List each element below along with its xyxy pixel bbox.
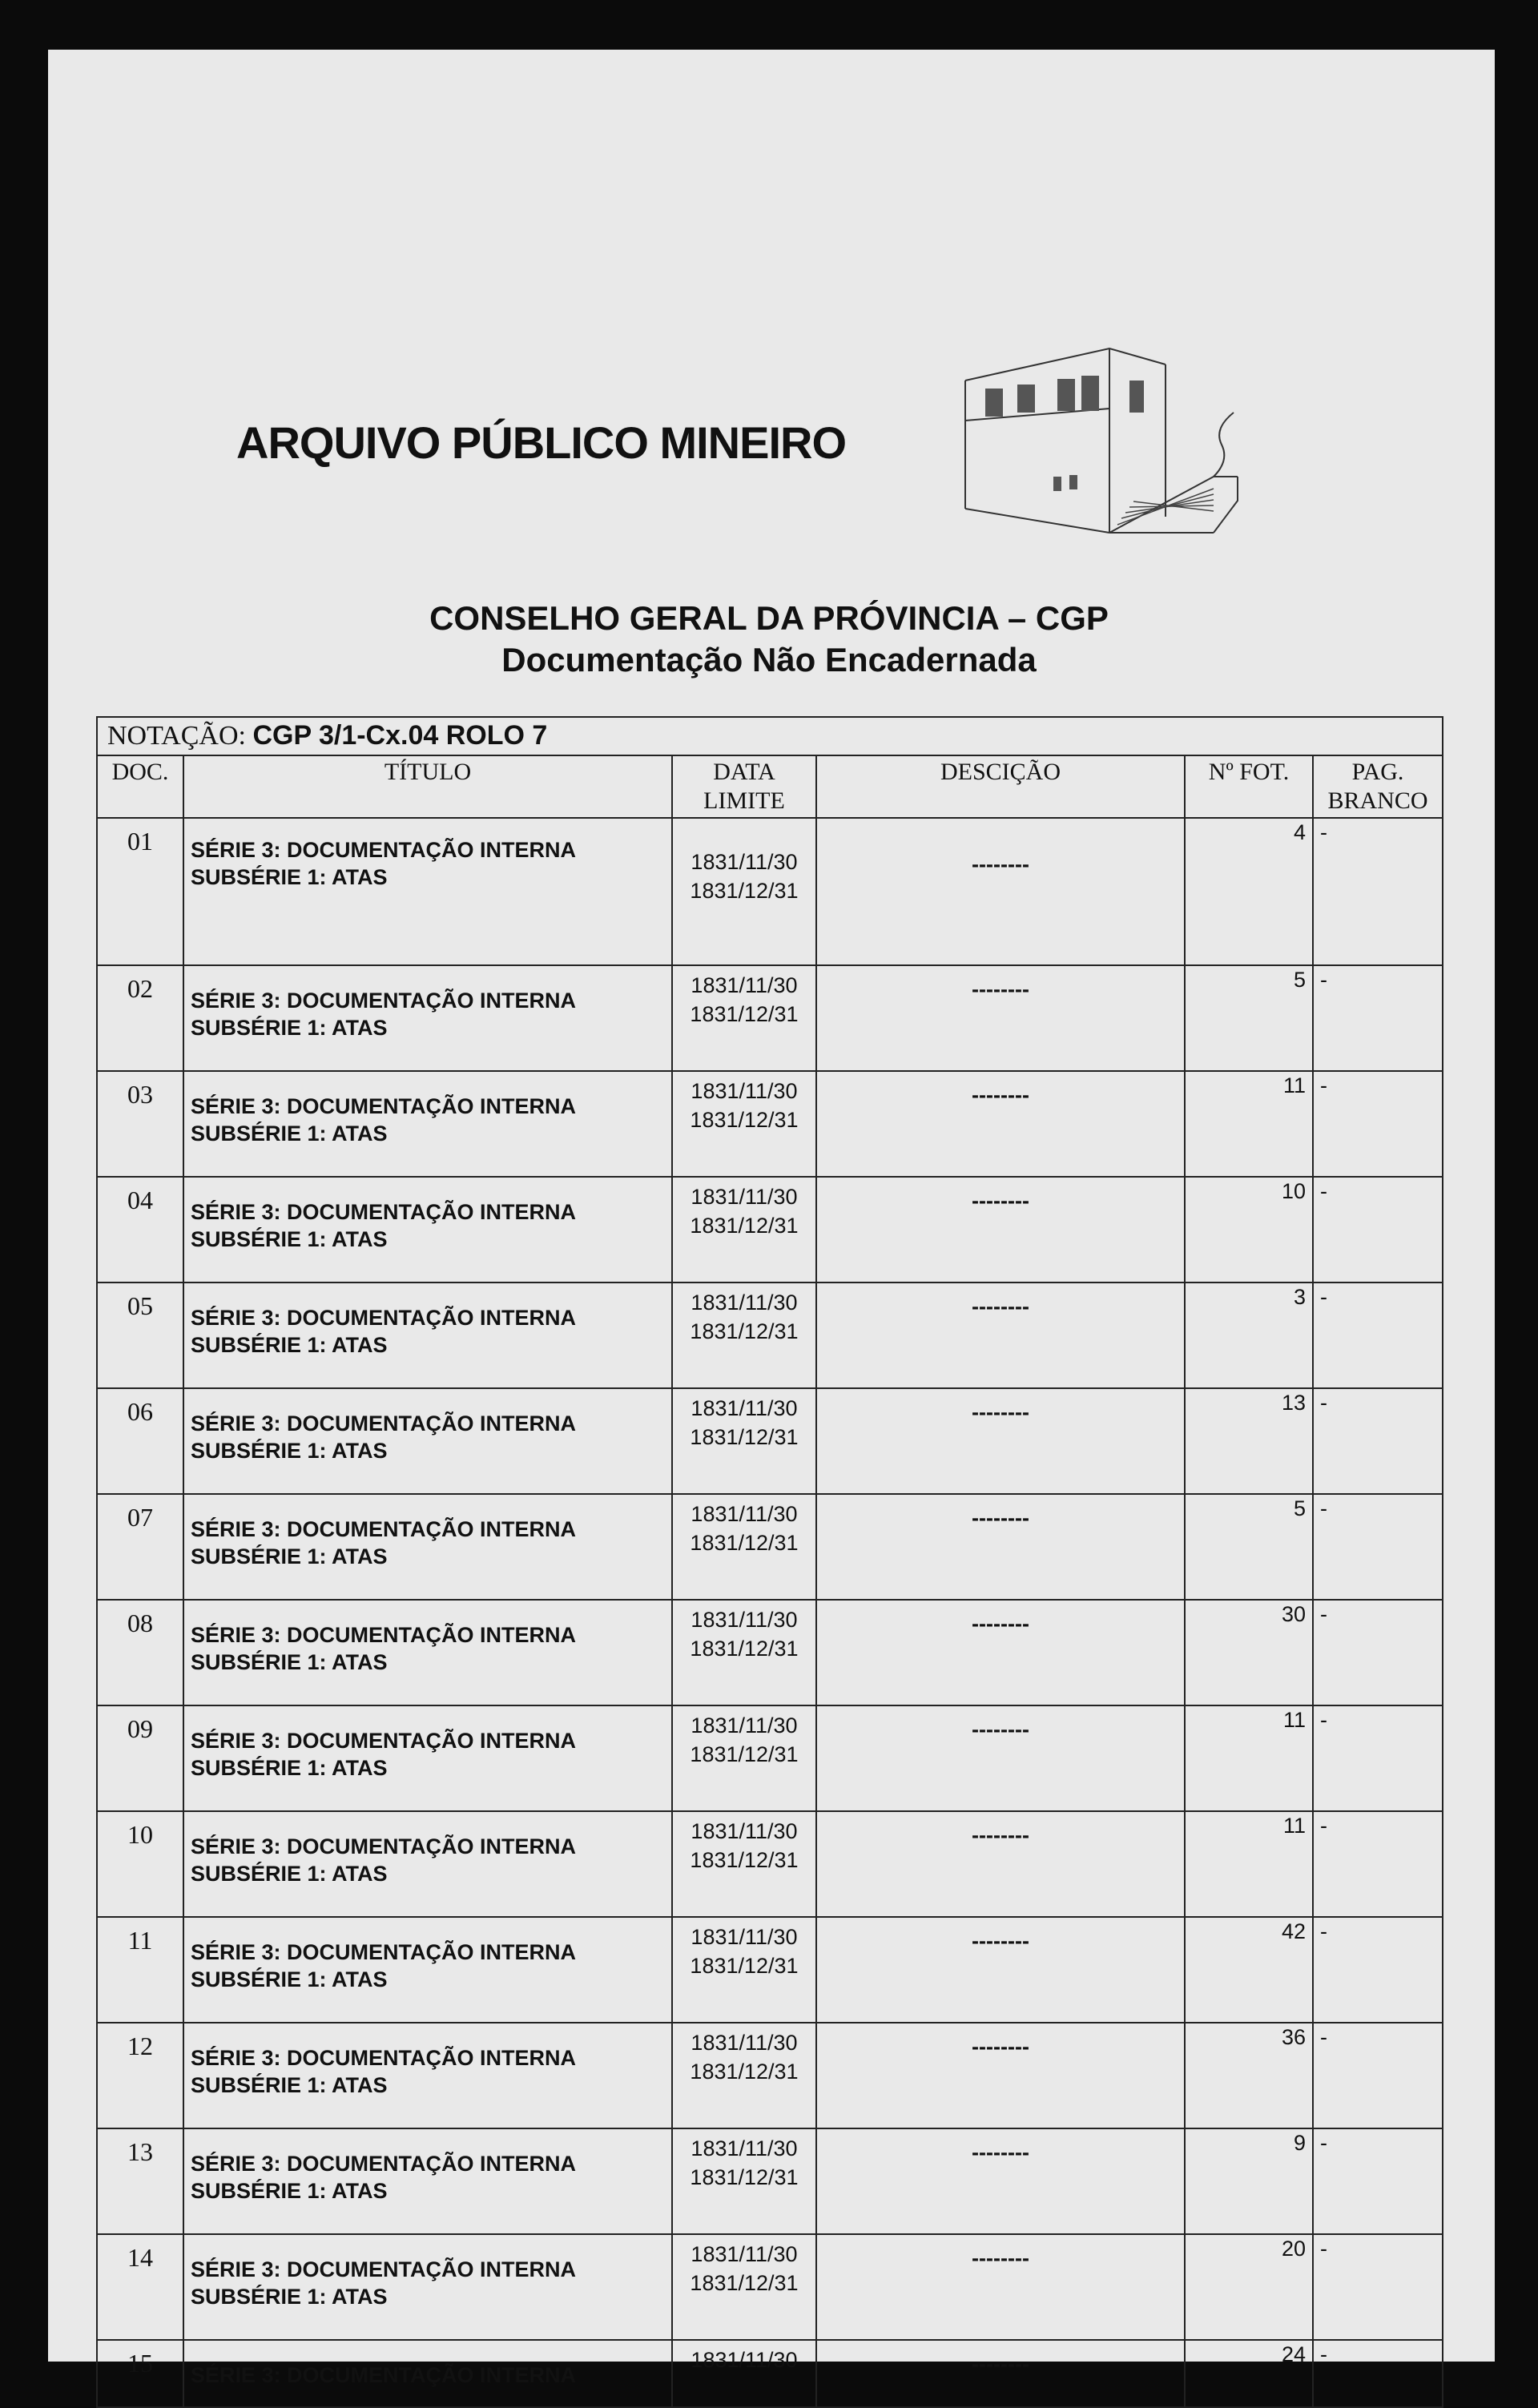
blank-pages: - [1313, 1494, 1443, 1600]
date-end: 1831/12/31 [690, 1425, 799, 1449]
date-start: 1831/11/30 [690, 2136, 798, 2160]
title-series: SÉRIE 3: DOCUMENTAÇÃO INTERNA [191, 2257, 577, 2281]
description-cell: -------- [816, 2023, 1185, 2128]
col-titulo-header: TÍTULO [183, 755, 672, 818]
description-cell: -------- [816, 2234, 1185, 2340]
table-row [97, 1600, 1443, 1705]
photo-count: 11 [1185, 1811, 1313, 1917]
blank-pages: - [1313, 2023, 1443, 2128]
title-cell [183, 1388, 672, 1494]
title-cell [183, 1705, 672, 1811]
table-row [97, 818, 1443, 965]
doc-number: 11 [97, 1917, 183, 2023]
photo-count: 5 [1185, 1494, 1313, 1600]
date-end: 1831/12/31 [690, 1002, 799, 1026]
doc-number: 12 [97, 2023, 183, 2128]
description-cell: -------- [816, 1600, 1185, 1705]
date-start: 1831/11/30 [690, 1819, 798, 1843]
title-cell [183, 965, 672, 1071]
blank-pages: - [1313, 2128, 1443, 2234]
doc-number: 06 [97, 1388, 183, 1494]
date-cell [672, 1388, 816, 1494]
title-subseries: SUBSÉRIE 1: ATAS [191, 1967, 388, 1991]
title-cell [183, 2128, 672, 2234]
title-series: SÉRIE 3: DOCUMENTAÇÃO INTERNA [191, 838, 577, 862]
date-start: 1831/11/30 [690, 1502, 798, 1526]
table-row [97, 1177, 1443, 1283]
blank-pages: - [1313, 1917, 1443, 2023]
date-cell [672, 1494, 816, 1600]
date-end: 1831/12/31 [690, 1637, 799, 1661]
doc-number: 04 [97, 1177, 183, 1283]
description-cell: -------- [816, 1811, 1185, 1917]
date-cell [672, 2023, 816, 2128]
notacao-row [97, 717, 1443, 755]
photo-count: 11 [1185, 1705, 1313, 1811]
title-subseries: SUBSÉRIE 1: ATAS [191, 2073, 388, 2097]
building-illustration [949, 316, 1254, 541]
title-cell [183, 1071, 672, 1177]
notacao-label: NOTAÇÃO: [107, 721, 246, 751]
title-cell [183, 1494, 672, 1600]
doc-number: 15 [97, 2340, 183, 2407]
photo-count: 13 [1185, 1388, 1313, 1494]
photo-count: 11 [1185, 1071, 1313, 1177]
photo-count: 20 [1185, 2234, 1313, 2340]
description-cell: -------- [816, 818, 1185, 965]
date-cell [672, 1705, 816, 1811]
col-descricao-header: DESCIÇÃO [816, 755, 1185, 818]
doc-number: 08 [97, 1600, 183, 1705]
title-series: SÉRIE 3: DOCUMENTAÇÃO INTERNA [191, 2363, 577, 2387]
doc-number: 10 [97, 1811, 183, 1917]
title-cell [183, 1600, 672, 1705]
title-subseries: SUBSÉRIE 1: ATAS [191, 1016, 388, 1040]
institution-title: ARQUIVO PÚBLICO MINEIRO [236, 417, 847, 468]
photo-count: 10 [1185, 1177, 1313, 1283]
date-end: 1831/12/31 [690, 879, 799, 903]
collection-subtitle: Documentação Não Encadernada [501, 641, 1037, 679]
title-subseries: SUBSÉRIE 1: ATAS [191, 2285, 388, 2309]
description-cell: -------- [816, 1388, 1185, 1494]
table-row [97, 2128, 1443, 2234]
date-cell [672, 1811, 816, 1917]
title-subseries: SUBSÉRIE 1: ATAS [191, 1756, 388, 1780]
blank-pages: - [1313, 1071, 1443, 1177]
doc-number: 09 [97, 1705, 183, 1811]
date-cell [672, 1283, 816, 1388]
title-series: SÉRIE 3: DOCUMENTAÇÃO INTERNA [191, 1200, 577, 1224]
title-cell [183, 2023, 672, 2128]
title-series: SÉRIE 3: DOCUMENTAÇÃO INTERNA [191, 1623, 577, 1647]
doc-number: 07 [97, 1494, 183, 1600]
blank-pages: - [1313, 1705, 1443, 1811]
date-end: 1831/12/31 [690, 2165, 799, 2189]
date-cell [672, 1071, 816, 1177]
title-cell [183, 1283, 672, 1388]
blank-pages: - [1313, 1177, 1443, 1283]
description-cell: -------- [816, 1705, 1185, 1811]
photo-count: 30 [1185, 1600, 1313, 1705]
doc-number: 13 [97, 2128, 183, 2234]
photo-count: 42 [1185, 1917, 1313, 2023]
blank-pages: - [1313, 1283, 1443, 1388]
date-cell [672, 965, 816, 1071]
title-cell [183, 1177, 672, 1283]
blank-pages: - [1313, 818, 1443, 965]
description-cell: -------- [816, 1283, 1185, 1388]
blank-pages: - [1313, 1388, 1443, 1494]
photo-count: 36 [1185, 2023, 1313, 2128]
date-end: 1831/12/31 [690, 1954, 799, 1978]
title-series: SÉRIE 3: DOCUMENTAÇÃO INTERNA [191, 1094, 577, 1118]
title-series: SÉRIE 3: DOCUMENTAÇÃO INTERNA [191, 2152, 577, 2176]
description-cell: -------- [816, 965, 1185, 1071]
date-end: 1831/12/31 [690, 2271, 799, 2295]
table-row [97, 1917, 1443, 2023]
col-pag-header: PAG. BRANCO [1313, 755, 1443, 818]
table-row [97, 1071, 1443, 1177]
title-subseries: SUBSÉRIE 1: ATAS [191, 1650, 388, 1674]
date-end: 1831/12/31 [690, 1319, 799, 1343]
doc-number: 02 [97, 965, 183, 1071]
description-cell: -------- [816, 1494, 1185, 1600]
title-subseries: SUBSÉRIE 1: ATAS [191, 865, 388, 889]
table-row [97, 1494, 1443, 1600]
photo-count: 5 [1185, 965, 1313, 1071]
photo-count: 24 [1185, 2340, 1313, 2407]
title-cell [183, 818, 672, 965]
title-series: SÉRIE 3: DOCUMENTAÇÃO INTERNA [191, 1306, 577, 1330]
table-row [97, 1705, 1443, 1811]
date-cell [672, 2340, 816, 2407]
date-cell [672, 1917, 816, 2023]
table-row [97, 1283, 1443, 1388]
title-series: SÉRIE 3: DOCUMENTAÇÃO INTERNA [191, 1517, 577, 1541]
table-body [97, 818, 1443, 2407]
title-series: SÉRIE 3: DOCUMENTAÇÃO INTERNA [191, 1729, 577, 1753]
table-row [97, 1811, 1443, 1917]
date-start: 1831/11/30 [690, 973, 798, 997]
col-data-header: DATA LIMITE [672, 755, 816, 818]
date-cell [672, 1177, 816, 1283]
date-start: 1831/11/30 [690, 2242, 798, 2266]
title-cell [183, 2340, 672, 2407]
title-series: SÉRIE 3: DOCUMENTAÇÃO INTERNA [191, 989, 577, 1013]
date-start: 1831/11/30 [690, 850, 798, 874]
date-end: 1831/12/31 [690, 1742, 799, 1766]
blank-pages: - [1313, 2340, 1443, 2407]
documents-table [96, 716, 1443, 2408]
doc-number: 01 [97, 818, 183, 965]
date-cell [672, 1600, 816, 1705]
date-start: 1831/11/30 [690, 2031, 798, 2055]
table-row [97, 2340, 1443, 2407]
doc-number: 03 [97, 1071, 183, 1177]
col-doc-header: DOC. [97, 755, 183, 818]
date-end: 1831/12/31 [690, 1108, 799, 1132]
council-subtitle: CONSELHO GERAL DA PRÓVINCIA – CGP [429, 599, 1109, 637]
title-cell [183, 1811, 672, 1917]
photo-count: 4 [1185, 818, 1313, 965]
title-series: SÉRIE 3: DOCUMENTAÇÃO INTERNA [191, 1411, 577, 1436]
title-subseries: SUBSÉRIE 1: ATAS [191, 1544, 388, 1568]
date-end: 1831/12/31 [690, 1214, 799, 1238]
date-end: 1831/12/31 [690, 1531, 799, 1555]
col-fot-header: Nº FOT. [1185, 755, 1313, 818]
date-start: 1831/11/30 [690, 1291, 798, 1315]
title-series: SÉRIE 3: DOCUMENTAÇÃO INTERNA [191, 1940, 577, 1964]
title-subseries: SUBSÉRIE 1: ATAS [191, 1121, 388, 1146]
table-row [97, 2023, 1443, 2128]
date-start: 1831/11/30 [690, 1185, 798, 1209]
blank-pages: - [1313, 1600, 1443, 1705]
title-subseries: SUBSÉRIE 1: ATAS [191, 1227, 388, 1251]
title-subseries: SUBSÉRIE 1: ATAS [191, 1333, 388, 1357]
table-header-row [97, 755, 1443, 818]
table-row [97, 965, 1443, 1071]
date-end: 1831/12/31 [690, 1848, 799, 1872]
doc-number: 05 [97, 1283, 183, 1388]
photo-count: 3 [1185, 1283, 1313, 1388]
description-cell: -------- [816, 1071, 1185, 1177]
date-cell [672, 2128, 816, 2234]
blank-pages: - [1313, 2234, 1443, 2340]
date-end: 1831/12/31 [690, 2060, 799, 2084]
title-series: SÉRIE 3: DOCUMENTAÇÃO INTERNA [191, 2046, 577, 2070]
date-start: 1831/11/30 [690, 1608, 798, 1632]
title-subseries: SUBSÉRIE 1: ATAS [191, 2179, 388, 2203]
table-row [97, 1388, 1443, 1494]
notacao-value: CGP 3/1-Cx.04 ROLO 7 [252, 720, 548, 751]
description-cell: -------- [816, 2128, 1185, 2234]
title-cell [183, 1917, 672, 2023]
doc-number: 14 [97, 2234, 183, 2340]
table-row [97, 2234, 1443, 2340]
date-start: 1831/11/30 [690, 1079, 798, 1103]
title-subseries: SUBSÉRIE 1: ATAS [191, 1862, 388, 1886]
date-start: 1831/11/30 [690, 1713, 798, 1738]
date-cell [672, 2234, 816, 2340]
date-cell [672, 818, 816, 965]
description-cell: -------- [816, 1177, 1185, 1283]
title-cell [183, 2234, 672, 2340]
date-start: 1831/11/30 [690, 1925, 798, 1949]
date-start: 1831/11/30 [690, 2348, 798, 2372]
description-cell: -------- [816, 2340, 1185, 2407]
description-cell: -------- [816, 1917, 1185, 2023]
date-start: 1831/11/30 [690, 1396, 798, 1420]
photo-count: 9 [1185, 2128, 1313, 2234]
title-subseries: SUBSÉRIE 1: ATAS [191, 1439, 388, 1463]
title-series: SÉRIE 3: DOCUMENTAÇÃO INTERNA [191, 1834, 577, 1858]
blank-pages: - [1313, 965, 1443, 1071]
blank-pages: - [1313, 1811, 1443, 1917]
